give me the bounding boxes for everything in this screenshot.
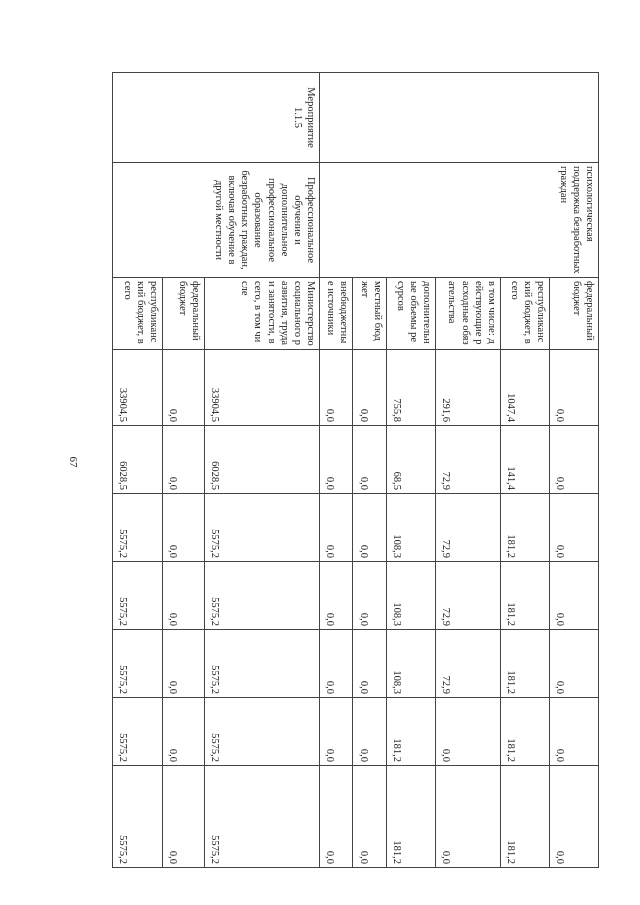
- value-cell: 108,3: [386, 630, 435, 698]
- value-cell: 0,0: [353, 562, 386, 630]
- value-cell: 181,2: [500, 494, 549, 562]
- value-cell: 0,0: [163, 630, 205, 698]
- value-cell: 0,0: [353, 426, 386, 494]
- value-cell: 0,0: [549, 630, 598, 698]
- value-cell: 0,0: [163, 426, 205, 494]
- value-cell: 5575,2: [113, 766, 163, 868]
- funding-source-cell: федеральный бюджет: [549, 278, 598, 350]
- value-cell: 181,2: [386, 698, 435, 766]
- value-cell: 0,0: [549, 562, 598, 630]
- value-cell: 0,0: [549, 426, 598, 494]
- value-cell: 5575,2: [205, 494, 320, 562]
- value-cell: 72,9: [435, 426, 500, 494]
- value-cell: 0,0: [549, 494, 598, 562]
- value-cell: 5575,2: [113, 562, 163, 630]
- funding-source-cell: Министерство социального развития, труда и занятости, всего, в том числе: [205, 278, 320, 350]
- table-body: [113, 73, 599, 868]
- value-cell: 33904,5: [113, 350, 163, 426]
- value-cell: 0,0: [353, 698, 386, 766]
- funding-source-cell: республиканский бюджет, всего: [500, 278, 549, 350]
- funding-source-cell: республиканский бюджет, всего: [113, 278, 163, 350]
- value-cell: 72,9: [435, 562, 500, 630]
- budget-table: [112, 72, 599, 868]
- value-cell: 0,0: [163, 494, 205, 562]
- value-cell: 0,0: [320, 698, 353, 766]
- funding-source-cell: дополнительные объемы ресурсов: [386, 278, 435, 350]
- value-cell: 108,3: [386, 562, 435, 630]
- value-cell: 0,0: [163, 698, 205, 766]
- value-cell: 72,9: [435, 630, 500, 698]
- value-cell: 68,5: [386, 426, 435, 494]
- value-cell: 0,0: [549, 350, 598, 426]
- value-cell: 0,0: [353, 630, 386, 698]
- funding-source-cell: в том числе: действующие расходные обязательства: [435, 278, 500, 350]
- value-cell: 0,0: [320, 350, 353, 426]
- value-cell: 181,2: [500, 562, 549, 630]
- value-cell: 0,0: [163, 350, 205, 426]
- funding-source-cell: федеральный бюджет: [163, 278, 205, 350]
- value-cell: 6028,5: [113, 426, 163, 494]
- activity-name-cell: психологическая поддержка безработных граждан: [320, 163, 599, 278]
- value-cell: 141,4: [500, 426, 549, 494]
- value-cell: 0,0: [549, 698, 598, 766]
- value-cell: 0,0: [320, 766, 353, 868]
- value-cell: 181,2: [500, 766, 549, 868]
- value-cell: 0,0: [353, 766, 386, 868]
- table-sheet: [112, 72, 599, 867]
- value-cell: 6028,5: [205, 426, 320, 494]
- value-cell: 72,9: [435, 494, 500, 562]
- value-cell: 0,0: [353, 494, 386, 562]
- value-cell: 0,0: [320, 426, 353, 494]
- value-cell: 5575,2: [205, 698, 320, 766]
- value-cell: 5575,2: [205, 630, 320, 698]
- value-cell: 0,0: [320, 494, 353, 562]
- activity-code-cell: Мероприятие 1.1.5: [113, 73, 320, 163]
- activity-code-cell: [320, 73, 599, 163]
- value-cell: 0,0: [163, 766, 205, 868]
- value-cell: 0,0: [320, 562, 353, 630]
- value-cell: 0,0: [435, 766, 500, 868]
- value-cell: 0,0: [549, 766, 598, 868]
- value-cell: 755,8: [386, 350, 435, 426]
- value-cell: 1047,4: [500, 350, 549, 426]
- value-cell: 291,6: [435, 350, 500, 426]
- funding-source-cell: внебюджетные источники: [320, 278, 353, 350]
- value-cell: 181,2: [500, 630, 549, 698]
- value-cell: 0,0: [163, 562, 205, 630]
- value-cell: 5575,2: [113, 698, 163, 766]
- value-cell: 5575,2: [113, 494, 163, 562]
- value-cell: 181,2: [500, 698, 549, 766]
- rotated-table-area: [112, 72, 599, 867]
- table-row: [549, 73, 598, 868]
- activity-name-cell: Профессиональное обучение и дополнительное профессиональное образование безработных граждан, включая обучение в другой местности: [113, 163, 320, 278]
- page-number: 67: [67, 456, 79, 468]
- table-row: [205, 73, 320, 868]
- value-cell: 5575,2: [113, 630, 163, 698]
- funding-source-cell: местный бюджет: [353, 278, 386, 350]
- value-cell: 181,2: [386, 766, 435, 868]
- value-cell: 5575,2: [205, 562, 320, 630]
- value-cell: 0,0: [320, 630, 353, 698]
- value-cell: 0,0: [353, 350, 386, 426]
- value-cell: 5575,2: [205, 766, 320, 868]
- value-cell: 33904,5: [205, 350, 320, 426]
- value-cell: 0,0: [435, 698, 500, 766]
- value-cell: 108,3: [386, 494, 435, 562]
